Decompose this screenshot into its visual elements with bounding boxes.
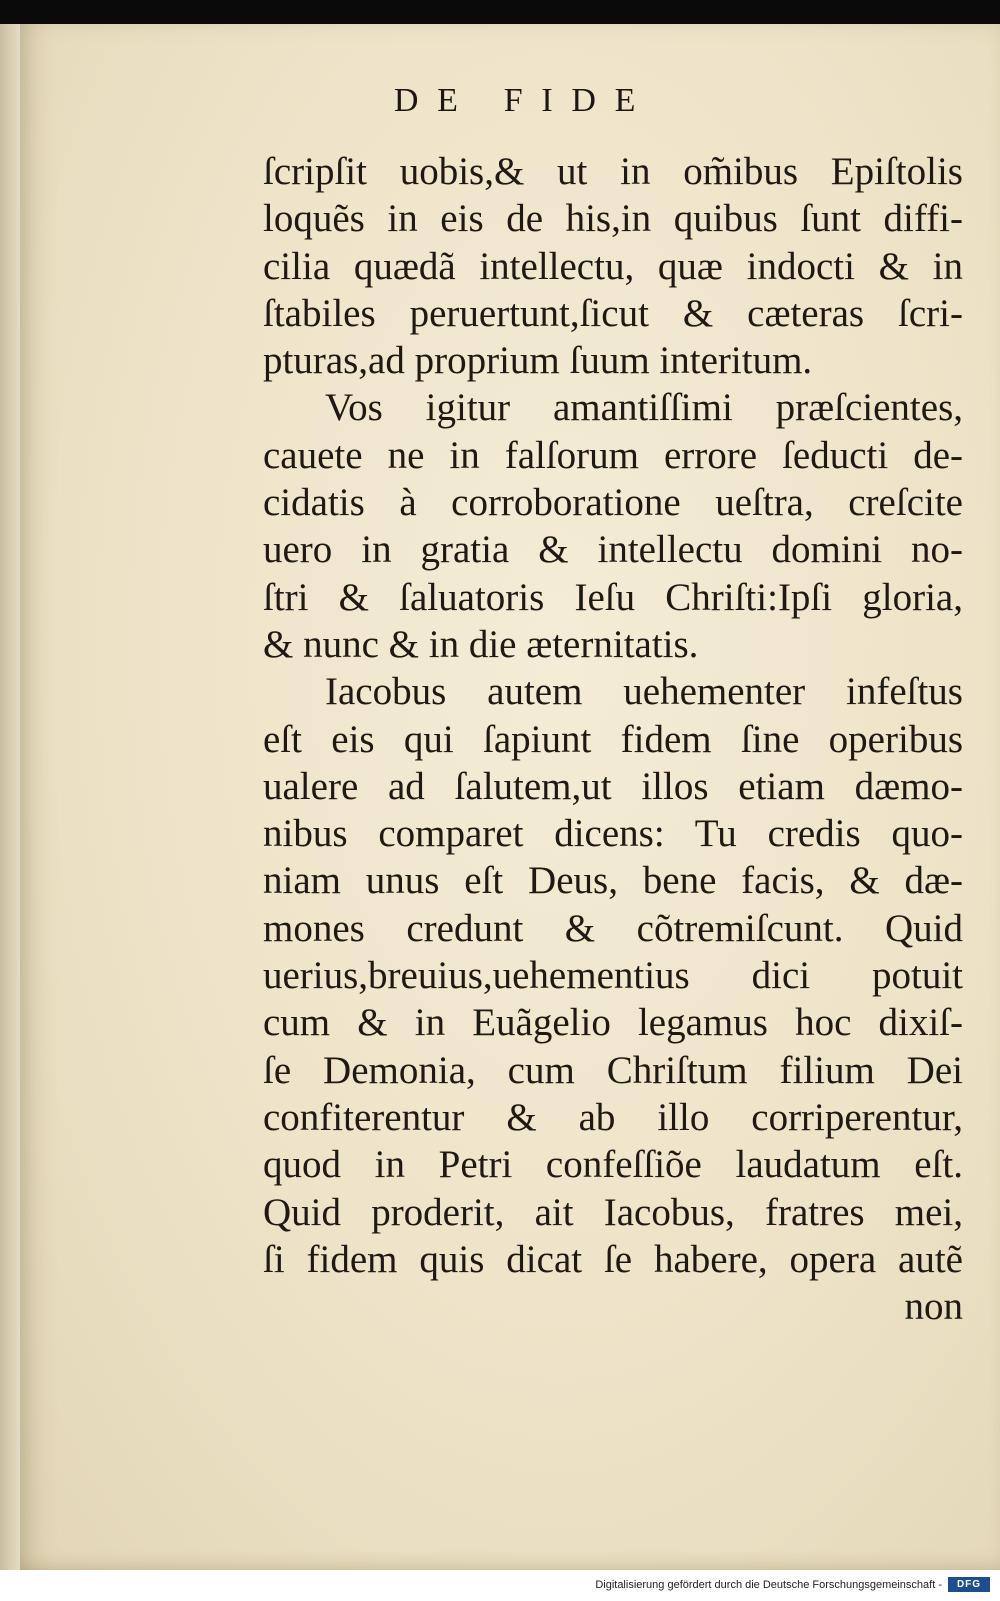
book-page [20, 24, 1000, 1570]
footer-bar [0, 1570, 1000, 1601]
text-line: ualere ad ſalutem,ut illos etiam dæmo- [263, 764, 963, 808]
text-line: ſtri & ſaluatoris Ieſu Chriſti:Ipſi gloria, [263, 575, 963, 619]
text-line: ſe Demonia, cum Chriſtum filium Dei [263, 1048, 963, 1092]
text-line: niam unus eſt Deus, bene facis, & dæ- [263, 859, 963, 903]
text-line: uerius,breuius,uehementius dici potuit [263, 954, 963, 998]
main-text [263, 148, 963, 1330]
text-line: nibus comparet dicens: Tu credis quo- [263, 812, 963, 856]
catchword: non [904, 1285, 963, 1329]
text-line: & nunc & in die æternitatis. [263, 622, 699, 666]
dfg-logo: DFG [948, 1577, 990, 1592]
book-gutter [0, 24, 20, 1570]
text-line: ſi fidem quis dicat ſe habere, opera autẽ [263, 1237, 963, 1281]
text-line: ſtabiles peruertunt,ſicut & cæteras ſcri- [263, 291, 963, 335]
text-line: Vos igitur amantiſſimi præſcientes, [325, 386, 963, 430]
text-line: Iacobus autem uehementer infeſtus [325, 670, 963, 714]
text-line: mones credunt & cõtremiſcunt. Quid [263, 906, 963, 950]
text-line: confiterentur & ab illo corriperentur, [263, 1095, 963, 1139]
viewer-top-bar [0, 0, 1000, 24]
text-line: quod in Petri confeſſiõe laudatum eſt. [263, 1143, 963, 1187]
text-line: cum & in Euãgelio legamus hoc dixiſ- [263, 1001, 963, 1045]
text-line: loquẽs in eis de his,in quibus ſunt diffi- [263, 197, 963, 241]
text-line: pturas,ad proprium ſuum interitum. [263, 339, 813, 383]
funding-credit: Digitalisierung gefördert durch die Deutsche Forschungsgemeinschaft - [595, 1579, 942, 1591]
text-line: Quid proderit, ait Iacobus, fratres mei, [263, 1190, 963, 1234]
text-line: cauete ne in falſorum errore ſeducti de- [263, 433, 963, 477]
text-line: cidatis à corroboratione ueſtra, creſcite [263, 481, 963, 525]
running-head: DE FIDE [393, 82, 655, 119]
text-line: ſcripſit uobis,& ut in om̃ibus Epiſtolis [263, 150, 963, 193]
text-line: uero in gratia & intellectu domini no- [263, 528, 963, 572]
text-line: cilia quædã intellectu, quæ indocti & in [263, 244, 963, 288]
text-line: eſt eis qui ſapiunt fidem ſine operibus [263, 717, 963, 761]
